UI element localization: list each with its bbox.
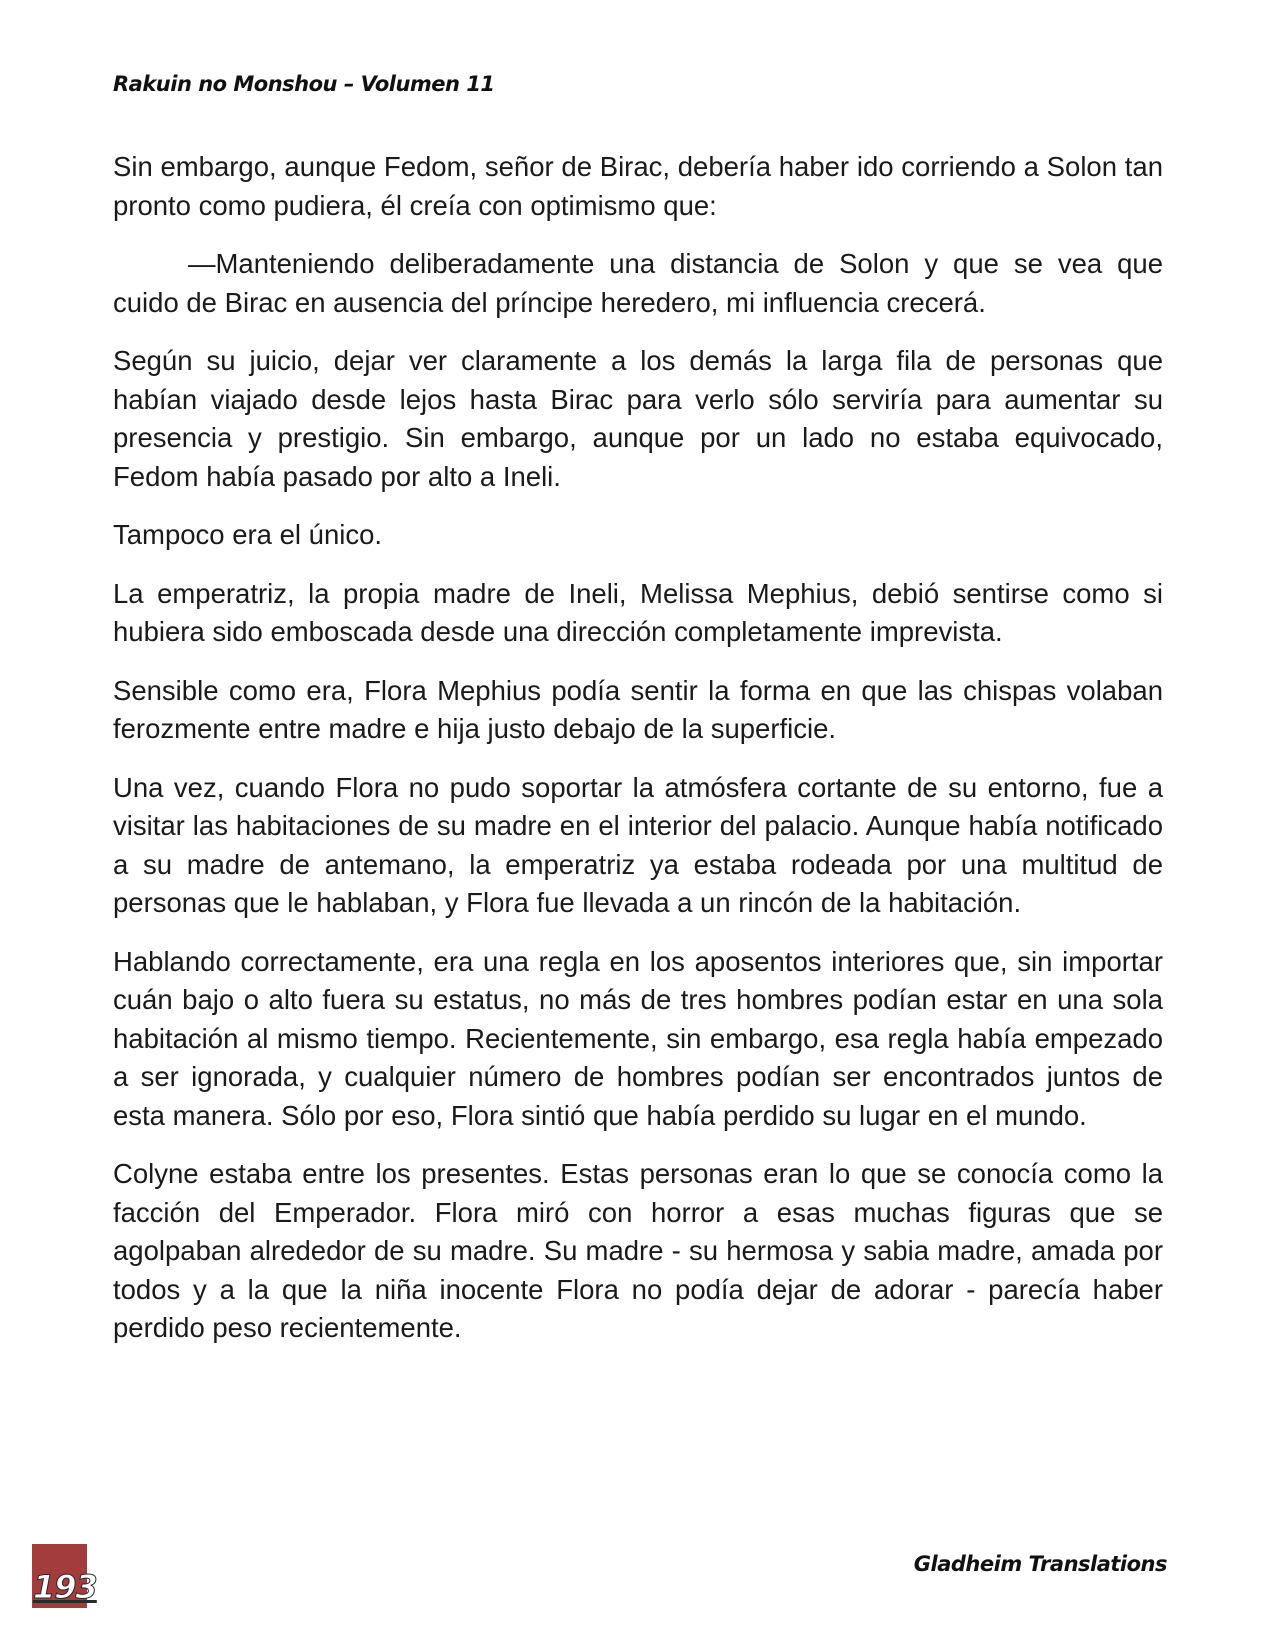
paragraph: —Manteniendo deliberadamente una distancia de Solon y que se vea que cuido de Birac en ausencia del príncipe heredero, mi influencia crecerá. <box>113 248 1163 318</box>
footer-credit: Gladheim Translations <box>913 1552 1167 1576</box>
paragraph: Colyne estaba entre los presentes. Estas personas eran lo que se conocía como la facción del Emperador. Flora miró con horror a esas muchas figuras que se agolpaban alrededor de su madre. Su madre - su hermosa y sabia madre, amada por todos y a la que la niña inocente Flora no podía dejar de adorar - parecía haber perdido peso recientemente. <box>113 1158 1163 1343</box>
paragraph: Hablando correctamente, era una regla en los aposentos interiores que, sin importar cuán bajo o alto fuera su estatus, no más de tres hombres podían estar en una sola habitación al mismo tiempo. Recientemente, sin embargo, esa regla había empezado a ser ignorada, y cualquier número de hombres podían ser encontrados juntos de esta manera. Sólo por eso, Flora sintió que había perdido su lugar en el mundo. <box>113 945 1163 1131</box>
paragraph: Tampoco era el único. <box>113 519 383 550</box>
page-number: 193 <box>33 1568 97 1606</box>
paragraph: Una vez, cuando Flora no pudo soportar la atmósfera cortante de su entorno, fue a visitar las habitaciones de su madre en el interior del palacio. Aunque había notificado a su madre de antemano, la emperatriz ya estaba rodeada por una multitud de personas que le hablaban, y Flora fue llevada a un rincón de la habitación. <box>113 771 1163 918</box>
paragraph: Según su juicio, dejar ver claramente a los demás la larga fila de personas que habían viajado desde lejos hasta Birac para verlo sólo serviría para aumentar su presencia y prestigio. Sin embargo, aunque por un lado no estaba equivocado, Fedom había pasado por alto a Ineli. <box>113 345 1163 492</box>
paragraph: La emperatriz, la propia madre de Ineli, Melissa Mephius, debió sentirse como si hubiera sido emboscada desde una dirección completamente imprevista. <box>113 577 1163 647</box>
chapter-body <box>113 148 1163 1368</box>
paragraph: Sin embargo, aunque Fedom, señor de Birac, debería haber ido corriendo a Solon tan pronto como pudiera, él creía con optimismo que: <box>113 151 1163 221</box>
paragraph: Sensible como era, Flora Mephius podía sentir la forma en que las chispas volaban ferozmente entre madre e hija justo debajo de la superficie. <box>113 674 1163 744</box>
running-header: Rakuin no Monshou – Volumen 11 <box>113 72 495 96</box>
